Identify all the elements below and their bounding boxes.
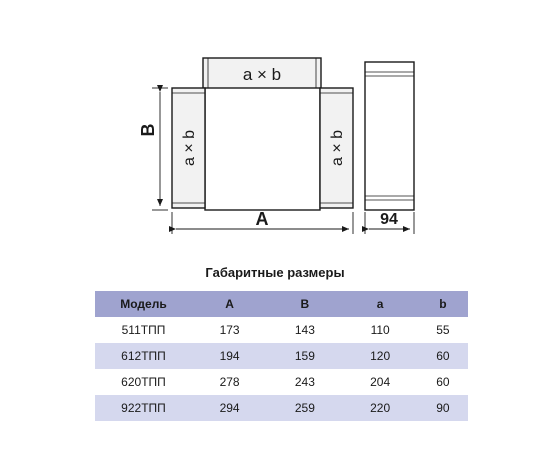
- height-dimension: [152, 88, 168, 210]
- cell-a: 204: [343, 369, 418, 395]
- cell-model: 620ТПП: [95, 369, 192, 395]
- header-A: A: [192, 291, 267, 317]
- table-row: [95, 369, 468, 395]
- table-title: Габаритные размеры: [205, 265, 345, 280]
- cell-b: 90: [418, 395, 468, 421]
- cell-B: 143: [267, 317, 342, 343]
- header-b: b: [418, 291, 468, 317]
- depth-dimension-label: 94: [380, 211, 398, 228]
- cell-A: 194: [192, 343, 267, 369]
- side-view: [365, 62, 414, 210]
- tee-body: [205, 85, 320, 210]
- cell-B: 259: [267, 395, 342, 421]
- header-B: B: [267, 291, 342, 317]
- right-port-label: a × b: [329, 129, 346, 167]
- table-row: [95, 317, 468, 343]
- top-port-label: a × b: [242, 65, 282, 84]
- cell-a: 120: [343, 343, 418, 369]
- table-row: [95, 343, 468, 369]
- cell-B: 159: [267, 343, 342, 369]
- cell-a: 220: [343, 395, 418, 421]
- cell-A: 173: [192, 317, 267, 343]
- height-dimension-label: B: [138, 123, 158, 137]
- cell-b: 60: [418, 369, 468, 395]
- table-row: [95, 395, 468, 421]
- cell-a: 110: [343, 317, 418, 343]
- table-header-row: [95, 291, 468, 317]
- dimensions-table: [95, 291, 468, 421]
- header-a: a: [343, 291, 418, 317]
- cell-model: 511ТПП: [95, 317, 192, 343]
- cell-model: 922ТПП: [95, 395, 192, 421]
- header-model: Модель: [95, 291, 192, 317]
- left-port-label: a × b: [181, 129, 198, 167]
- cell-model: 612ТПП: [95, 343, 192, 369]
- cell-A: 294: [192, 395, 267, 421]
- cell-B: 243: [267, 369, 342, 395]
- cell-A: 278: [192, 369, 267, 395]
- width-dimension-label: A: [255, 209, 269, 229]
- cell-b: 60: [418, 343, 468, 369]
- cell-b: 55: [418, 317, 468, 343]
